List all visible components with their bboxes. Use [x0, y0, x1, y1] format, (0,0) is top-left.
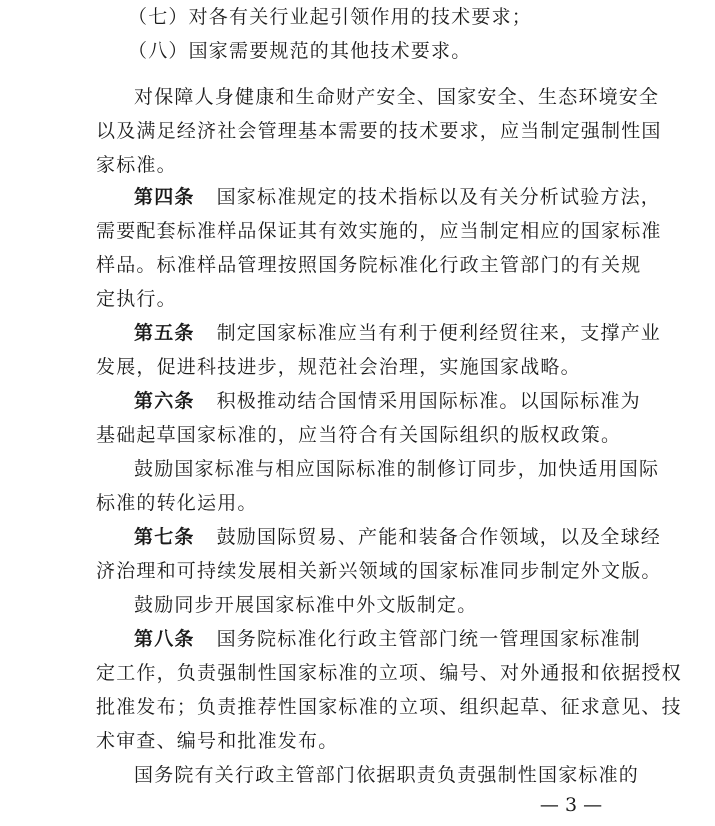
article-paragraph — [134, 320, 661, 346]
article-paragraph — [134, 626, 641, 652]
text-line: 对保障人身健康和生命财产安全、国家安全、生态环境安全 — [134, 86, 660, 108]
text-line: 样品。标准样品管理按照国务院标准化行政主管部门的有关规 — [96, 254, 642, 276]
text-line: 鼓励国际贸易、产能和装备合作领域，以及全球经 — [216, 526, 662, 548]
text-line: 标准的转化运用。 — [96, 492, 258, 514]
article-heading: 第七条 — [134, 526, 195, 548]
text-line: 发展，促进科技进步，规范社会治理，实施国家战略。 — [96, 356, 581, 378]
text-line: 需要配套标准样品保证其有效实施的，应当制定相应的国家标准 — [96, 220, 662, 242]
text-line: 术审查、编号和批准发布。 — [96, 730, 339, 752]
text-line: 国务院标准化行政主管部门统一管理国家标准制 — [216, 628, 641, 650]
article-heading: 第六条 — [134, 390, 195, 412]
text-line: 基础起草国家标准的，应当符合有关国际组织的版权政策。 — [96, 424, 622, 446]
text-line: 济治理和可持续发展相关新兴领域的国家标准同步制定外文版。 — [96, 560, 662, 582]
text-line: 定执行。 — [96, 288, 177, 310]
text-line: 以及满足经济社会管理基本需要的技术要求，应当制定强制性国 — [96, 120, 662, 142]
article-heading: 第八条 — [134, 628, 195, 650]
article-paragraph — [134, 184, 661, 210]
article-paragraph — [134, 388, 641, 414]
text-line: 制定国家标准应当有利于便利经贸往来，支撑产业 — [216, 322, 662, 344]
text-line: 鼓励国家标准与相应国际标准的制修订同步，加快适用国际 — [134, 458, 660, 480]
text-line: 积极推动结合国情采用国际标准。以国际标准为 — [216, 390, 641, 412]
article-heading: 第五条 — [134, 322, 195, 344]
text-line: 家标准。 — [96, 154, 177, 176]
page-number: — 3 — — [539, 794, 603, 816]
text-line: 鼓励同步开展国家标准中外文版制定。 — [134, 594, 478, 616]
text-line: 国务院有关行政主管部门依据职责负责强制性国家标准的 — [134, 764, 640, 786]
text-line: 批准发布；负责推荐性国家标准的立项、组织起草、征求意见、技 — [96, 696, 682, 718]
text-line: （七）对各有关行业起引领作用的技术要求； — [128, 6, 533, 28]
article-heading: 第四条 — [134, 186, 195, 208]
text-line: 定工作，负责强制性国家标准的立项、编号、对外通报和依据授权 — [96, 662, 682, 684]
article-paragraph — [134, 524, 661, 550]
text-line: 国家标准规定的技术指标以及有关分析试验方法， — [216, 186, 662, 208]
text-line: （八）国家需要规范的其他技术要求。 — [128, 40, 472, 62]
